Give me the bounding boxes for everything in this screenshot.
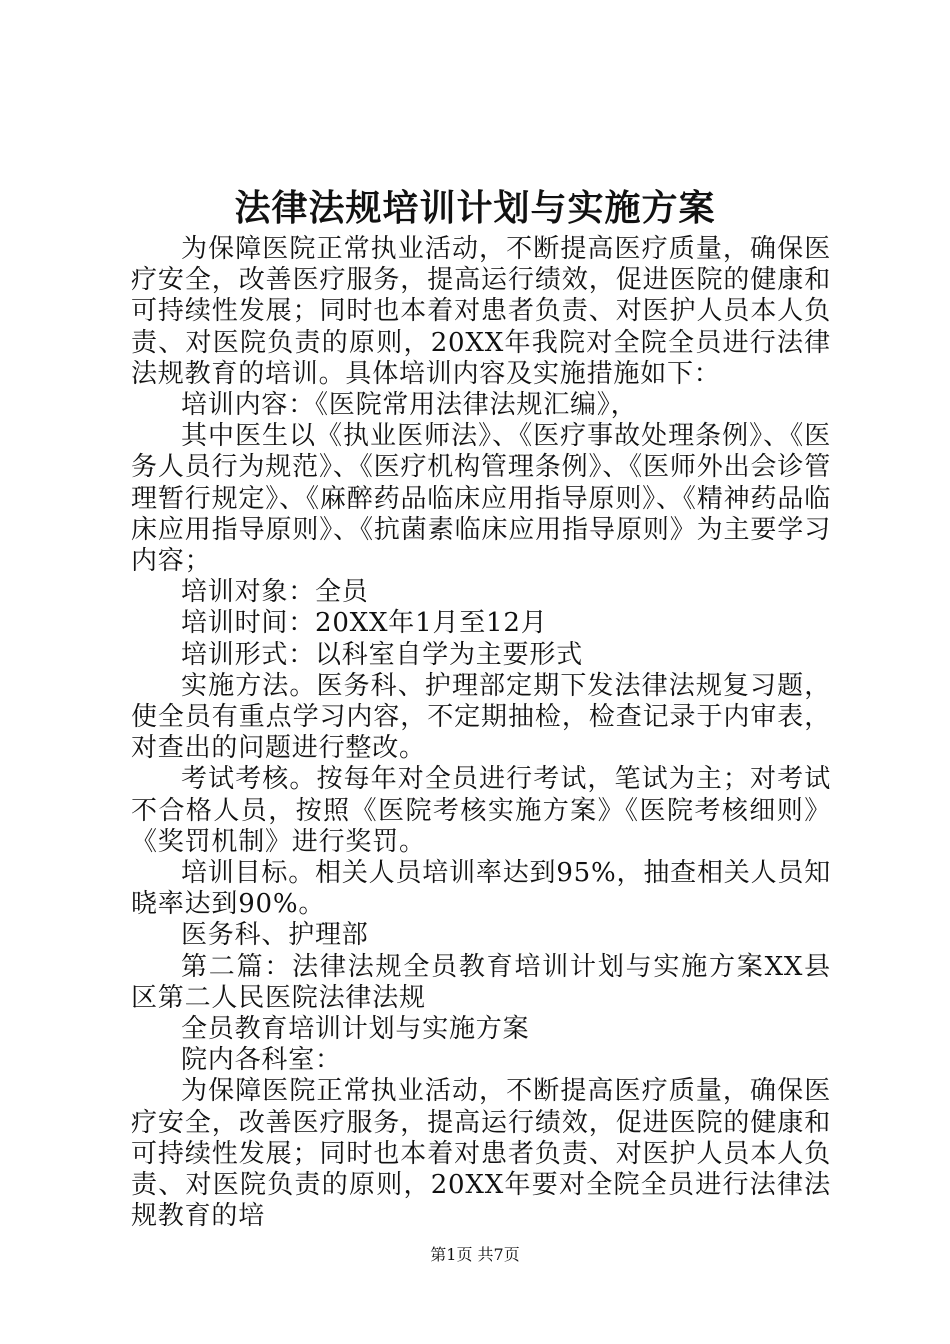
document-title: 法律法规培训计划与实施方案 <box>234 187 716 229</box>
paragraph: 培训对象：全员 <box>181 577 369 608</box>
page-number-footer: 第1页 共7页 <box>430 1245 520 1264</box>
paragraph: 为保障医院正常执业活动，不断提高医疗质量，确保医疗安全，改善医疗服务，提高运行绩效，促进医院的健康和可持续性发展；同时也本着对患者负责、对医护人员本人负责、对医院负责的原则，20XX年要对全院全员进行法律法规教育的培 <box>131 1076 831 1232</box>
paragraph: 培训形式：以科室自学为主要形式 <box>181 639 584 670</box>
paragraph: 培训内容：《医院常用法律法规汇编》， <box>181 390 638 421</box>
paragraph: 其中医生以《执业医师法》、《医疗事故处理条例》、《医务人员行为规范》、《医疗机构管理条例》、《医师外出会诊管理暂行规定》、《麻醉药品临床应用指导原则》、《精神药品临床应用指导原则》、《抗菌素临床应用指导原则》为主要学习内容； <box>131 421 831 577</box>
paragraph: 全员教育培训计划与实施方案 <box>181 1014 530 1045</box>
paragraph: 实施方法。医务科、护理部定期下发法律法规复习题，使全员有重点学习内容，不定期抽检，检查记录于内审表，对查出的问题进行整改。 <box>131 670 831 764</box>
paragraph: 考试考核。按每年对全员进行考试，笔试为主；对考试不合格人员，按照《医院考核实施方案》《医院考核细则》《奖罚机制》进行奖罚。 <box>131 764 831 857</box>
paragraph: 院内各科室： <box>181 1045 342 1076</box>
document-body <box>131 234 831 1233</box>
paragraph: 培训时间：20XX年1月至12月 <box>181 608 548 639</box>
paragraph: 为保障医院正常执业活动，不断提高医疗质量，确保医疗安全，改善医疗服务，提高运行绩效，促进医院的健康和可持续性发展；同时也本着对患者负责、对医护人员本人负责、对医院负责的原则，20XX年我院对全院全员进行法律法规教育的培训。具体培训内容及实施措施如下： <box>131 234 831 389</box>
paragraph: 第二篇：法律法规全员教育培训计划与实施方案XX县区第二人民医院法律法规 <box>131 951 831 1013</box>
paragraph: 医务科、护理部 <box>181 920 369 951</box>
paragraph: 培训目标。相关人员培训率达到95%，抽查相关人员知晓率达到90%。 <box>131 858 831 920</box>
